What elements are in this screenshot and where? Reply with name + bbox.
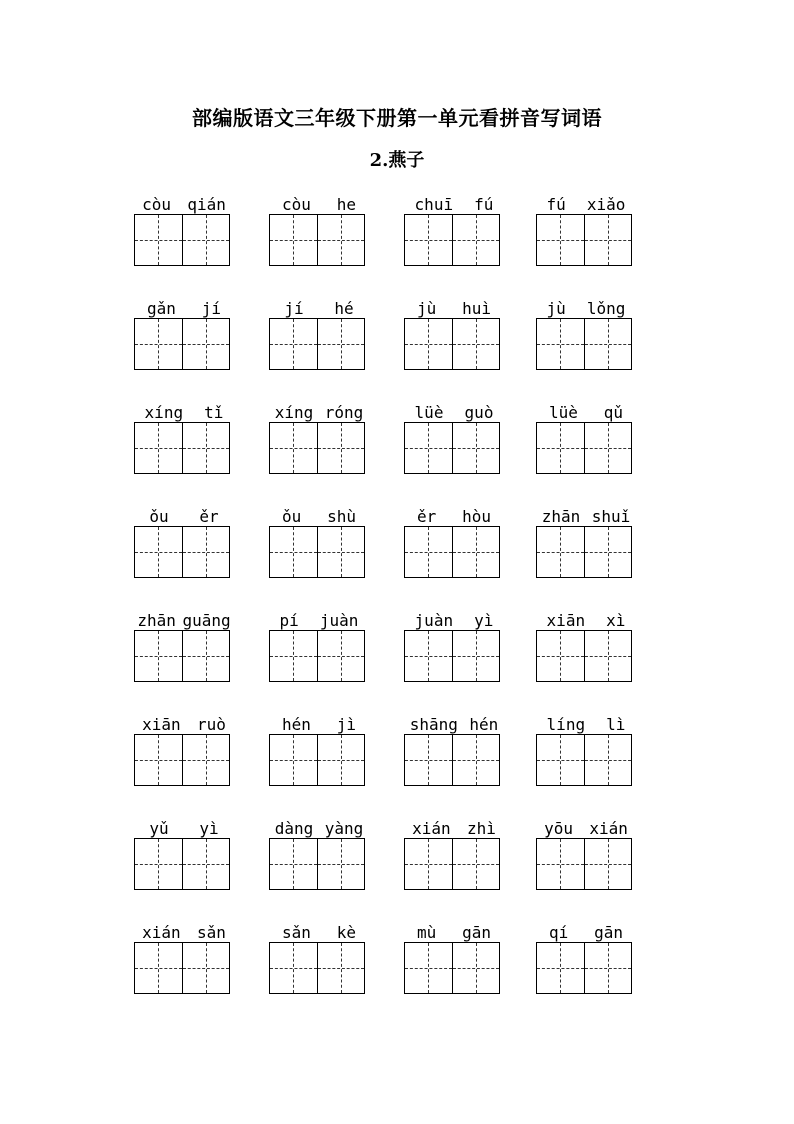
writing-grid xyxy=(404,214,500,266)
exercise-row xyxy=(134,606,634,686)
tianzige-box[interactable] xyxy=(584,735,632,785)
pinyin-label xyxy=(404,710,504,734)
tianzige-box[interactable] xyxy=(405,319,452,369)
word-item xyxy=(134,190,234,214)
tianzige-box[interactable] xyxy=(537,839,584,889)
pinyin-label xyxy=(536,398,636,422)
pinyin-label xyxy=(404,606,504,630)
pinyin-label xyxy=(134,502,234,526)
writing-grid xyxy=(134,422,230,474)
writing-grid xyxy=(134,734,230,786)
tianzige-box[interactable] xyxy=(405,943,452,993)
word-item xyxy=(134,918,234,942)
word-item xyxy=(536,918,636,942)
exercise-row xyxy=(134,918,634,998)
pinyin-syllable: chuī xyxy=(414,195,454,214)
word-item xyxy=(536,502,636,526)
pinyin-label xyxy=(269,502,369,526)
tianzige-box[interactable] xyxy=(405,215,452,265)
tianzige-box[interactable] xyxy=(270,735,317,785)
word-item xyxy=(269,398,369,422)
pinyin-label xyxy=(404,918,504,942)
pinyin-syllable: zhì xyxy=(466,819,496,838)
writing-grid xyxy=(269,630,365,682)
pinyin-syllable: sǎn xyxy=(196,923,226,942)
tianzige-box[interactable] xyxy=(537,943,584,993)
pinyin-label xyxy=(269,814,369,838)
pinyin-label xyxy=(269,918,369,942)
pinyin-label xyxy=(536,190,636,214)
writing-grid xyxy=(536,214,632,266)
tianzige-box[interactable] xyxy=(182,423,230,473)
exercise-row xyxy=(134,294,634,374)
pinyin-label xyxy=(269,398,369,422)
writing-grid xyxy=(134,214,230,266)
pinyin-syllable: shāng xyxy=(409,715,458,734)
pinyin-syllable: ěr xyxy=(199,507,219,526)
writing-grid xyxy=(404,942,500,994)
pinyin-syllable: lüè xyxy=(414,403,444,422)
tianzige-box[interactable] xyxy=(584,319,632,369)
writing-grid xyxy=(134,630,230,682)
writing-grid xyxy=(269,318,365,370)
writing-grid xyxy=(404,734,500,786)
tianzige-box[interactable] xyxy=(537,735,584,785)
pinyin-syllable: sǎn xyxy=(281,923,311,942)
tianzige-box[interactable] xyxy=(317,423,365,473)
word-item xyxy=(134,710,234,734)
word-item xyxy=(404,710,504,734)
pinyin-syllable: xiān xyxy=(142,715,181,734)
tianzige-box[interactable] xyxy=(182,319,230,369)
pinyin-syllable: lüè xyxy=(548,403,578,422)
pinyin-syllable: yàng xyxy=(324,819,364,838)
pinyin-label xyxy=(134,294,234,318)
exercise-row xyxy=(134,398,634,478)
writing-grid xyxy=(536,526,632,578)
writing-grid xyxy=(404,630,500,682)
pinyin-syllable: hé xyxy=(334,299,354,318)
tianzige-box[interactable] xyxy=(135,943,182,993)
pinyin-label xyxy=(269,710,369,734)
writing-grid xyxy=(536,734,632,786)
tianzige-box[interactable] xyxy=(405,423,452,473)
writing-grid xyxy=(536,318,632,370)
writing-grid xyxy=(269,734,365,786)
pinyin-syllable: jí xyxy=(284,299,304,318)
pinyin-syllable: yì xyxy=(199,819,219,838)
pinyin-syllable: lǒng xyxy=(586,299,626,318)
tianzige-box[interactable] xyxy=(584,839,632,889)
writing-grid xyxy=(269,838,365,890)
pinyin-syllable: he xyxy=(336,195,357,214)
pinyin-syllable: zhān xyxy=(541,507,581,526)
tianzige-box[interactable] xyxy=(182,735,230,785)
pinyin-syllable: gǎn xyxy=(146,299,176,318)
pinyin-syllable: róng xyxy=(324,403,364,422)
tianzige-box[interactable] xyxy=(405,839,452,889)
word-item xyxy=(404,606,504,630)
tianzige-box[interactable] xyxy=(270,215,317,265)
pinyin-syllable: hén xyxy=(469,715,499,734)
tianzige-box[interactable] xyxy=(135,423,182,473)
pinyin-syllable: fú xyxy=(546,195,566,214)
pinyin-label xyxy=(536,606,636,630)
pinyin-label xyxy=(404,502,504,526)
word-item xyxy=(536,398,636,422)
pinyin-syllable: xíng xyxy=(274,403,314,422)
tianzige-box[interactable] xyxy=(537,527,584,577)
word-item xyxy=(134,398,234,422)
tianzige-box[interactable] xyxy=(182,527,230,577)
tianzige-box[interactable] xyxy=(452,215,500,265)
pinyin-syllable: yōu xyxy=(544,819,574,838)
pinyin-label xyxy=(134,710,234,734)
word-item xyxy=(404,918,504,942)
tianzige-box[interactable] xyxy=(317,319,365,369)
pinyin-syllable: tǐ xyxy=(204,403,224,422)
exercise-row xyxy=(134,190,634,270)
writing-grid xyxy=(536,422,632,474)
tianzige-box[interactable] xyxy=(317,631,365,681)
pinyin-syllable: gān xyxy=(594,923,624,942)
tianzige-box[interactable] xyxy=(537,319,584,369)
pinyin-syllable: ruò xyxy=(196,715,226,734)
pinyin-syllable: xián xyxy=(589,819,628,838)
tianzige-box[interactable] xyxy=(270,631,317,681)
exercise-row xyxy=(134,502,634,582)
tianzige-box[interactable] xyxy=(405,527,452,577)
tianzige-box[interactable] xyxy=(317,215,365,265)
pinyin-syllable: lì xyxy=(606,715,626,734)
writing-grid xyxy=(269,214,365,266)
word-item xyxy=(134,814,234,838)
pinyin-syllable: fú xyxy=(474,195,494,214)
pinyin-syllable: ěr xyxy=(416,507,437,526)
word-item xyxy=(134,606,234,630)
writing-grid xyxy=(134,318,230,370)
tianzige-box[interactable] xyxy=(135,735,182,785)
pinyin-label xyxy=(134,918,234,942)
word-item xyxy=(536,710,636,734)
pinyin-syllable: xián xyxy=(412,819,451,838)
writing-grid xyxy=(269,526,365,578)
pinyin-label xyxy=(536,294,636,318)
writing-grid xyxy=(536,942,632,994)
word-item xyxy=(404,814,504,838)
pinyin-syllable: shuǐ xyxy=(591,507,631,526)
page-title: 部编版语文三年级下册第一单元看拼音写词语 xyxy=(192,106,602,130)
pinyin-syllable: còu xyxy=(281,195,311,214)
pinyin-label xyxy=(134,606,234,630)
pinyin-label xyxy=(536,710,636,734)
word-item xyxy=(269,190,369,214)
tianzige-box[interactable] xyxy=(452,839,500,889)
tianzige-box[interactable] xyxy=(270,527,317,577)
writing-grid xyxy=(404,318,500,370)
word-item xyxy=(404,190,504,214)
word-item xyxy=(269,502,369,526)
tianzige-box[interactable] xyxy=(182,631,230,681)
pinyin-syllable: dàng xyxy=(274,819,314,838)
tianzige-box[interactable] xyxy=(584,215,632,265)
tianzige-box[interactable] xyxy=(537,215,584,265)
tianzige-box[interactable] xyxy=(452,943,500,993)
tianzige-box[interactable] xyxy=(452,423,500,473)
pinyin-label xyxy=(134,814,234,838)
pinyin-label xyxy=(404,814,504,838)
tianzige-box[interactable] xyxy=(270,319,317,369)
tianzige-box[interactable] xyxy=(537,423,584,473)
pinyin-syllable: jù xyxy=(546,299,566,318)
pinyin-syllable: mù xyxy=(416,923,437,942)
pinyin-label xyxy=(134,398,234,422)
pinyin-syllable: xiǎo xyxy=(586,195,626,214)
tianzige-box[interactable] xyxy=(135,527,182,577)
pinyin-syllable: xíng xyxy=(144,403,184,422)
pinyin-syllable: gān xyxy=(462,923,492,942)
pinyin-syllable: juàn xyxy=(414,611,454,630)
pinyin-syllable: qí xyxy=(548,923,569,942)
pinyin-label xyxy=(536,502,636,526)
word-item xyxy=(536,294,636,318)
word-item xyxy=(404,294,504,318)
tianzige-box[interactable] xyxy=(452,319,500,369)
pinyin-syllable: jí xyxy=(201,299,222,318)
pinyin-syllable: ǒu xyxy=(281,507,302,526)
pinyin-label xyxy=(404,398,504,422)
pinyin-syllable: kè xyxy=(336,923,357,942)
tianzige-box[interactable] xyxy=(270,839,317,889)
pinyin-label xyxy=(269,606,369,630)
tianzige-box[interactable] xyxy=(135,319,182,369)
pinyin-syllable: zhān xyxy=(137,611,176,630)
writing-grid xyxy=(536,838,632,890)
pinyin-label xyxy=(404,294,504,318)
tianzige-box[interactable] xyxy=(452,631,500,681)
tianzige-box[interactable] xyxy=(584,631,632,681)
tianzige-box[interactable] xyxy=(317,943,365,993)
pinyin-syllable: líng xyxy=(546,715,586,734)
pinyin-syllable: yǔ xyxy=(149,819,169,838)
pinyin-syllable: qǔ xyxy=(603,403,624,422)
tianzige-box[interactable] xyxy=(182,839,230,889)
pinyin-syllable: yì xyxy=(474,611,494,630)
tianzige-box[interactable] xyxy=(405,631,452,681)
pinyin-syllable: xì xyxy=(606,611,626,630)
pinyin-syllable: guò xyxy=(464,403,494,422)
writing-grid xyxy=(536,630,632,682)
exercise-row xyxy=(134,814,634,894)
pinyin-syllable: còu xyxy=(142,195,172,214)
word-item xyxy=(134,502,234,526)
pinyin-label xyxy=(269,294,369,318)
writing-grid xyxy=(134,942,230,994)
tianzige-box[interactable] xyxy=(270,943,317,993)
word-item xyxy=(269,814,369,838)
lesson-title: 2.燕子 xyxy=(369,150,425,171)
word-item xyxy=(269,294,369,318)
tianzige-box[interactable] xyxy=(135,215,182,265)
writing-grid xyxy=(134,838,230,890)
tianzige-box[interactable] xyxy=(452,527,500,577)
tianzige-box[interactable] xyxy=(584,527,632,577)
word-item xyxy=(536,190,636,214)
tianzige-box[interactable] xyxy=(182,943,230,993)
word-item xyxy=(536,814,636,838)
tianzige-box[interactable] xyxy=(317,839,365,889)
pinyin-label xyxy=(269,190,369,214)
tianzige-box[interactable] xyxy=(270,423,317,473)
word-item xyxy=(134,294,234,318)
writing-grid xyxy=(134,526,230,578)
tianzige-box[interactable] xyxy=(537,631,584,681)
pinyin-syllable: hòu xyxy=(462,507,492,526)
word-item xyxy=(269,606,369,630)
writing-grid xyxy=(404,838,500,890)
pinyin-syllable: ǒu xyxy=(149,507,169,526)
word-item xyxy=(269,710,369,734)
pinyin-syllable: jù xyxy=(416,299,437,318)
pinyin-syllable: guāng xyxy=(182,611,231,630)
pinyin-label xyxy=(536,814,636,838)
pinyin-syllable: xián xyxy=(142,923,181,942)
tianzige-box[interactable] xyxy=(182,215,230,265)
tianzige-box[interactable] xyxy=(452,735,500,785)
pinyin-label xyxy=(134,190,234,214)
pinyin-label xyxy=(404,190,504,214)
tianzige-box[interactable] xyxy=(317,527,365,577)
writing-grid xyxy=(404,422,500,474)
pinyin-syllable: qián xyxy=(187,195,226,214)
tianzige-box[interactable] xyxy=(317,735,365,785)
writing-grid xyxy=(269,422,365,474)
pinyin-syllable: shù xyxy=(327,507,357,526)
word-item xyxy=(404,502,504,526)
writing-grid xyxy=(404,526,500,578)
pinyin-syllable: jì xyxy=(336,715,357,734)
word-item xyxy=(404,398,504,422)
exercise-row xyxy=(134,710,634,790)
tianzige-box[interactable] xyxy=(405,735,452,785)
pinyin-syllable: huì xyxy=(462,299,492,318)
tianzige-box[interactable] xyxy=(135,839,182,889)
tianzige-box[interactable] xyxy=(584,423,632,473)
tianzige-box[interactable] xyxy=(584,943,632,993)
pinyin-syllable: juàn xyxy=(319,611,359,630)
pinyin-syllable: xiān xyxy=(546,611,586,630)
pinyin-label xyxy=(536,918,636,942)
tianzige-box[interactable] xyxy=(135,631,182,681)
pinyin-syllable: hén xyxy=(281,715,311,734)
word-item xyxy=(536,606,636,630)
writing-grid xyxy=(269,942,365,994)
word-item xyxy=(269,918,369,942)
pinyin-syllable: pí xyxy=(279,611,299,630)
